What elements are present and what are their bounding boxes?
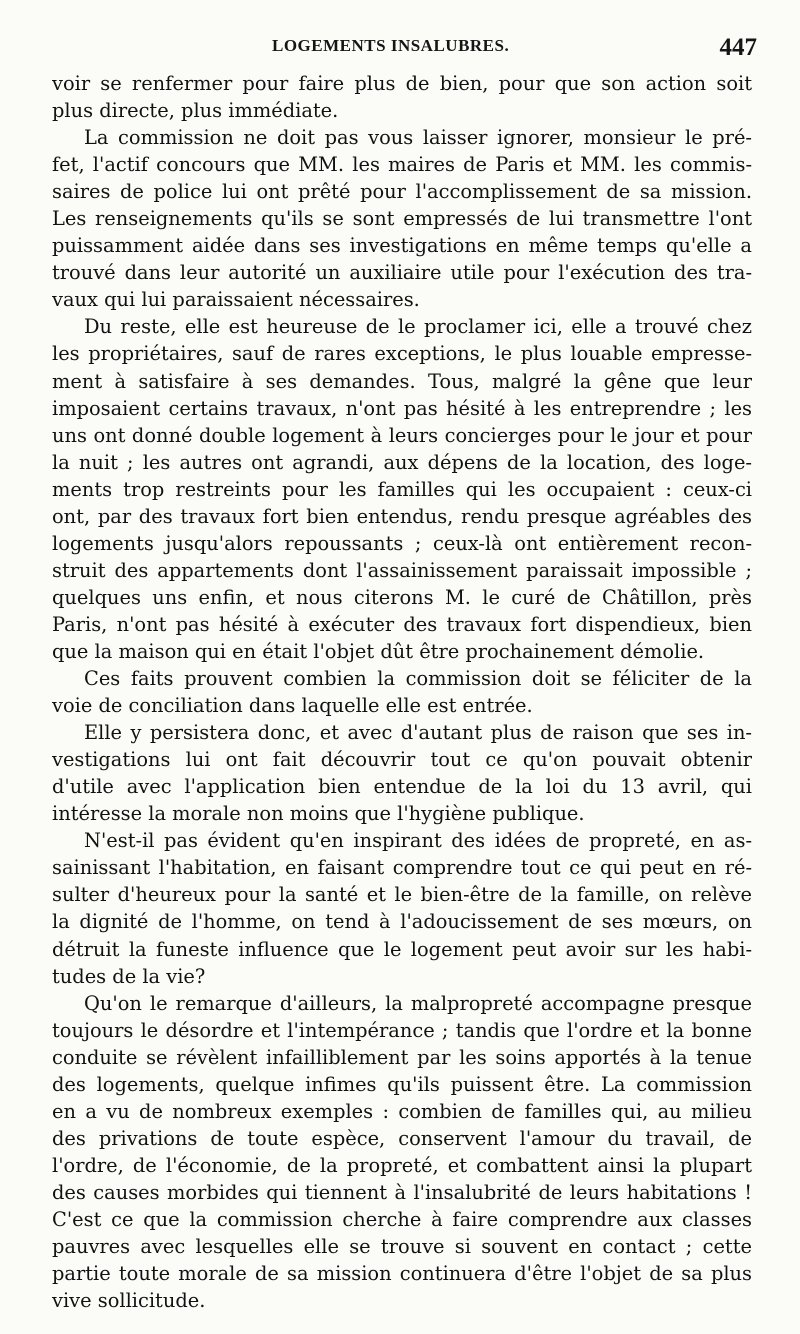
text-line: des causes morbides qui tiennent à l'insalubrité de leurs habitations ! — [52, 1180, 752, 1204]
text-line: partie toute morale de sa mission continuera d'être l'objet de sa plus — [52, 1262, 752, 1286]
text-line: uns ont donné double logement à leurs concierges pour le jour et pour — [52, 423, 752, 447]
paragraph — [52, 990, 752, 1315]
text-line: struit des appartements dont l'assainissement paraissait impossible ; — [52, 558, 752, 582]
text-line: voie de conciliation dans laquelle elle est entrée. — [52, 694, 533, 718]
text-line: sainissant l'habitation, en faisant comprendre tout ce qui peut en ré- — [52, 856, 752, 880]
page-header — [52, 34, 757, 64]
text-line: les propriétaires, sauf de rares exceptions, le plus louable empresse- — [52, 342, 752, 366]
text-line: La commission ne doit pas vous laisser ignorer, monsieur le pré- — [84, 126, 752, 150]
text-line: Du reste, elle est heureuse de le proclamer ici, elle a trouvé chez — [84, 315, 752, 339]
text-line: tudes de la vie? — [52, 964, 206, 988]
text-line: la nuit ; les autres ont agrandi, aux dépens de la location, des loge- — [52, 450, 752, 474]
paragraph — [52, 70, 752, 124]
text-line: vestigations lui ont fait découvrir tout ce qu'on pouvait obtenir — [52, 748, 752, 772]
paragraph — [52, 124, 752, 313]
text-line: voir se renfermer pour faire plus de bien, pour que son action soit — [52, 72, 752, 95]
running-head: LOGEMENTS INSALUBRES. — [272, 36, 510, 55]
text-line: ments trop restreints pour les familles qui les occupaient : ceux-ci — [52, 477, 752, 501]
text-line: N'est-il pas évident qu'en inspirant des idées de propreté, en as- — [84, 829, 752, 853]
text-line: puissamment aidée dans ses investigations en même temps qu'elle a — [52, 234, 752, 258]
text-line: vive sollicitude. — [52, 1289, 206, 1313]
text-line: Paris, n'ont pas hésité à exécuter des travaux fort dispendieux, bien — [52, 612, 752, 636]
text-line: plus directe, plus immédiate. — [52, 99, 339, 123]
text-line: sulter d'heureux pour la santé et le bien-être de la famille, on relève — [52, 883, 752, 907]
text-line: ont, par des travaux fort bien entendus, rendu presque agréables des — [52, 504, 752, 528]
text-line: saires de police lui ont prêté pour l'accomplissement de sa mission. — [52, 180, 752, 204]
text-line: trouvé dans leur autorité un auxiliaire utile pour l'exécution des tra- — [52, 261, 752, 285]
text-line: Elle y persistera donc, et avec d'autant plus de raison que ses in- — [84, 721, 752, 745]
paragraph — [52, 313, 752, 665]
text-line: détruit la funeste influence que le logement peut avoir sur les habi- — [52, 937, 752, 961]
text-line: intéresse la morale non moins que l'hygiène publique. — [52, 802, 585, 826]
text-line: des logements, quelque infimes qu'ils puissent être. La commission — [52, 1072, 752, 1096]
text-line: pauvres avec lesquelles elle se trouve si souvent en contact ; cette — [52, 1235, 752, 1259]
text-line: en a vu de nombreux exemples : combien de familles qui, au milieu — [52, 1099, 752, 1123]
text-line: d'utile avec l'application bien entendue de la loi du 13 avril, qui — [52, 775, 752, 799]
text-line: Qu'on le remarque d'ailleurs, la malpropreté accompagne presque — [84, 991, 752, 1015]
paragraph — [52, 665, 752, 719]
text-line: l'ordre, de l'économie, de la propreté, et combattent ainsi la plupart — [52, 1153, 752, 1177]
body-text — [52, 70, 752, 1314]
text-line: que la maison qui en était l'objet dût être prochainement démolie. — [52, 639, 705, 663]
text-line: logements jusqu'alors repoussants ; ceux-là ont entièrement recon- — [52, 531, 752, 555]
text-line: fet, l'actif concours que MM. les maires de Paris et MM. les commis- — [52, 153, 752, 177]
text-line: imposaient certains travaux, n'ont pas hésité à les entreprendre ; les — [52, 396, 752, 420]
text-line: toujours le désordre et l'intempérance ; tandis que l'ordre et la bonne — [52, 1018, 752, 1042]
text-line: la dignité de l'homme, on tend à l'adoucissement de ses mœurs, on — [52, 910, 752, 934]
text-line: Ces faits prouvent combien la commission doit se féliciter de la — [84, 667, 752, 691]
text-line: vaux qui lui paraissaient nécessaires. — [52, 288, 420, 312]
text-line: conduite se révèlent infailliblement par les soins apportés à la tenue — [52, 1045, 752, 1069]
text-line: quelques uns enfin, et nous citerons M. le curé de Châtillon, près — [52, 585, 752, 609]
paragraph — [52, 827, 752, 989]
page-number: 447 — [719, 34, 757, 61]
paragraph — [52, 719, 752, 827]
text-line: des privations de toute espèce, conservent l'amour du travail, de — [52, 1126, 752, 1150]
text-line: C'est ce que la commission cherche à faire comprendre aux classes — [52, 1207, 752, 1231]
text-line: ment à satisfaire à ses demandes. Tous, malgré la gêne que leur — [52, 369, 752, 393]
text-line: Les renseignements qu'ils se sont empressés de lui transmettre l'ont — [52, 207, 752, 231]
